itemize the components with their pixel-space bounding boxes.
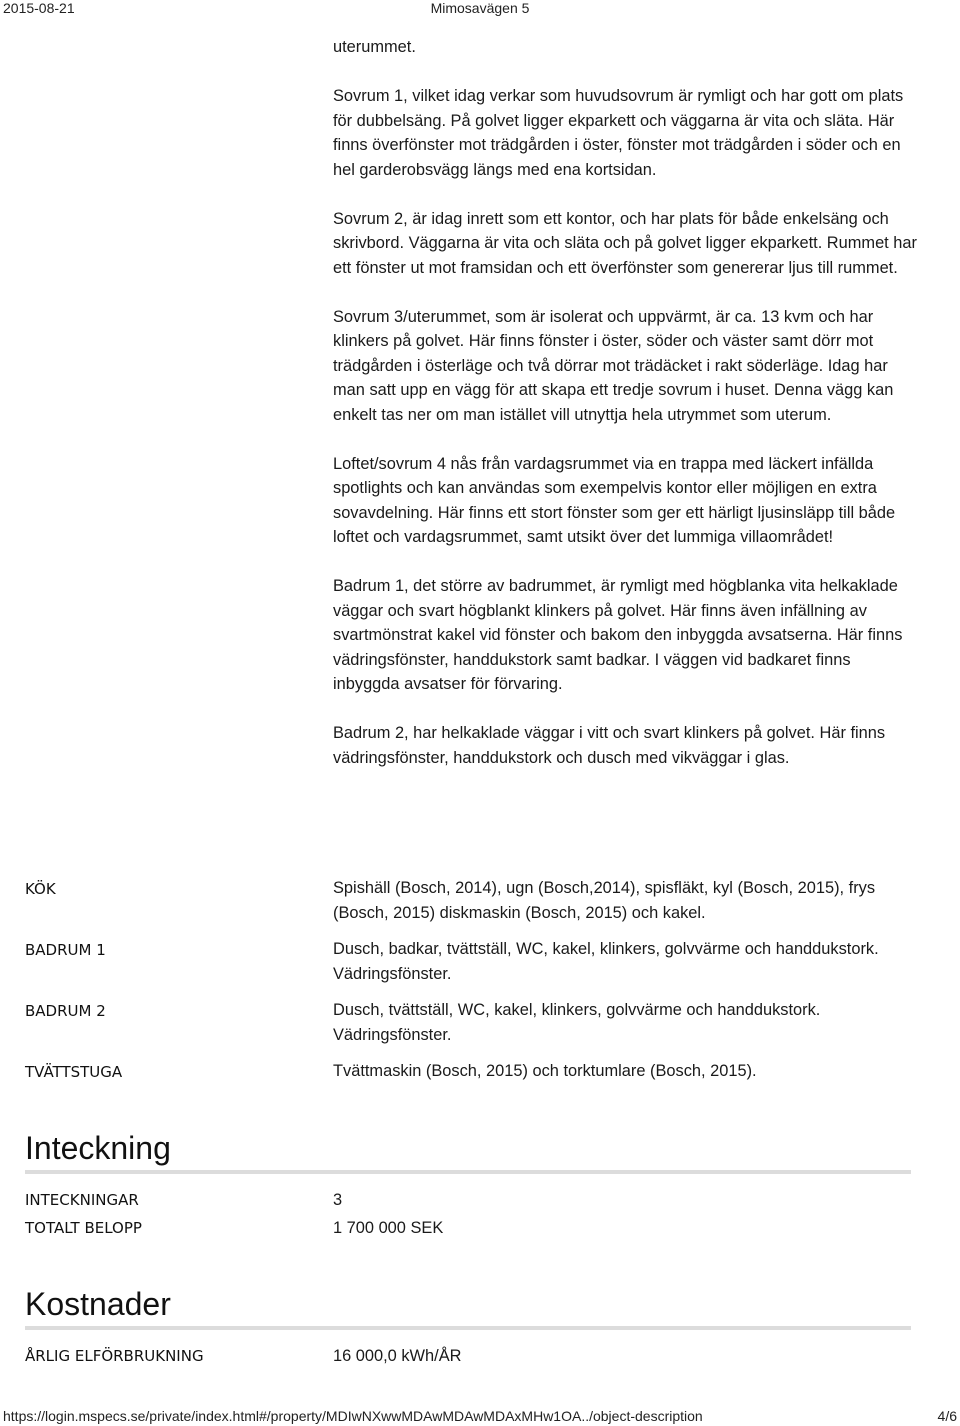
kv-label: ÅRLIG ELFÖRBRUKNING <box>25 1347 204 1365</box>
kv-value: 1 700 000 SEK <box>333 1219 444 1237</box>
spec-value: Spishäll (Bosch, 2014), ugn (Bosch,2014), spisfläkt, kyl (Bosch, 2015), frys (Bosch, 2015) diskmaskin (Bosch, 2015) och kakel. <box>333 879 876 922</box>
spec-value: Dusch, tvättställ, WC, kakel, klinkers, golvvärme och handdukstork. Vädringsfönster. <box>333 1001 821 1044</box>
kostnader-table <box>25 1342 915 1370</box>
kv-label: TOTALT BELOPP <box>25 1219 142 1237</box>
spec-row-badrum-1 <box>25 937 915 986</box>
page-number: 4/6 <box>937 1408 957 1424</box>
paragraph-sovrum-1: Sovrum 1, vilket idag verkar som huvudsovrum är rymligt och har gott om plats för dubbelsäng. På golvet ligger ekparkett och väggarna är vita och släta. Här finns överfönster mot trädgården i öster, fönster mot trädgården i söder och en hel garderobsvägg längs med ena kortsidan. <box>333 87 904 179</box>
paragraph-sovrum-3: Sovrum 3/uterummet, som är isolerat och uppvärmt, är ca. 13 kvm och har klinkers på golvet. Här finns fönster i öster, söder och väster samt dörr mot trädgården i österläge och två dörrar mot trädäcket i rakt söderläge. Idag har man satt upp en vägg för att skapa ett tredje sovrum i huset. Denna vägg kan enkelt tas ner om man istället vill utnyttja hela utrymmet som uterum. <box>333 307 894 424</box>
kv-value: 3 <box>333 1191 343 1209</box>
spec-value: Dusch, badkar, tvättställ, WC, kakel, klinkers, golvvärme och handdukstork. Vädringsfönster. <box>333 940 879 983</box>
section-heading-inteckning: Inteckning <box>25 1128 911 1174</box>
kv-row-inteckningar <box>25 1186 915 1214</box>
kv-row-totalt-belopp <box>25 1214 915 1242</box>
spec-label: BADRUM 1 <box>25 941 106 959</box>
spec-row-tvattstuga <box>25 1059 915 1085</box>
paragraph-sovrum-2: Sovrum 2, är idag inrett som ett kontor, och har plats för både enkelsäng och skrivbord. Väggarna är vita och släta och på golvet ligger ekparkett. Rummet har ett fönster ut mot framsidan och ett överfönster som genererar ljus till rummet. <box>333 209 917 277</box>
kv-value: 16 000,0 kWh/ÅR <box>333 1347 462 1365</box>
spec-value: Tvättmaskin (Bosch, 2015) och torktumlare (Bosch, 2015). <box>333 1062 757 1080</box>
spec-label: TVÄTTSTUGA <box>25 1063 123 1081</box>
spec-row-badrum-2 <box>25 998 915 1047</box>
print-header <box>0 0 960 18</box>
print-url: https://login.mspecs.se/private/index.html#/property/MDIwNXwwMDAwMDAwMDAxMHw1OA../object-description <box>3 1408 703 1424</box>
section-heading-kostnader: Kostnader <box>25 1284 911 1330</box>
paragraph-badrum-1: Badrum 1, det större av badrummet, är rymligt med högblanka vita helkaklade väggar och svart högblankt klinkers på golvet. Här finns även infällning av svartmönstrat kakel vid fönster och bakom den inbyggda avsatserna. Här finns vädringsfönster, handdukstork samt badkar. I väggen vid badkaret finns inbyggda avsatser för förvaring. <box>333 577 903 693</box>
paragraph-loftet: Loftet/sovrum 4 nås från vardagsrummet via en trappa med läckert infällda spotlights och kan användas som exempelvis kontor eller möjligen en extra sovavdelning. Här finns ett stort fönster som ger ett härligt ljusinsläpp till både loftet och vardagsrummet, samt utsikt över det lummiga villaområdet! <box>333 454 896 546</box>
room-spec-list <box>25 876 915 1097</box>
spec-row-kok <box>25 876 915 925</box>
paragraph-badrum-2: Badrum 2, har helkaklade väggar i vitt och svart klinkers på golvet. Här finns vädringsfönster, handdukstork och dusch med vikväggar i glas. <box>333 724 886 767</box>
kv-row-arlig-elforbrukning <box>25 1342 915 1370</box>
spec-label: KÖK <box>25 880 56 898</box>
page-title: Mimosavägen 5 <box>430 0 530 16</box>
paragraph-uterummet: uterummet. <box>333 38 416 56</box>
print-date: 2015-08-21 <box>3 0 75 16</box>
inteckning-table <box>25 1186 915 1242</box>
description-text <box>333 35 918 795</box>
spec-label: BADRUM 2 <box>25 1002 106 1020</box>
kv-label: INTECKNINGAR <box>25 1191 139 1209</box>
print-footer <box>0 1408 960 1426</box>
